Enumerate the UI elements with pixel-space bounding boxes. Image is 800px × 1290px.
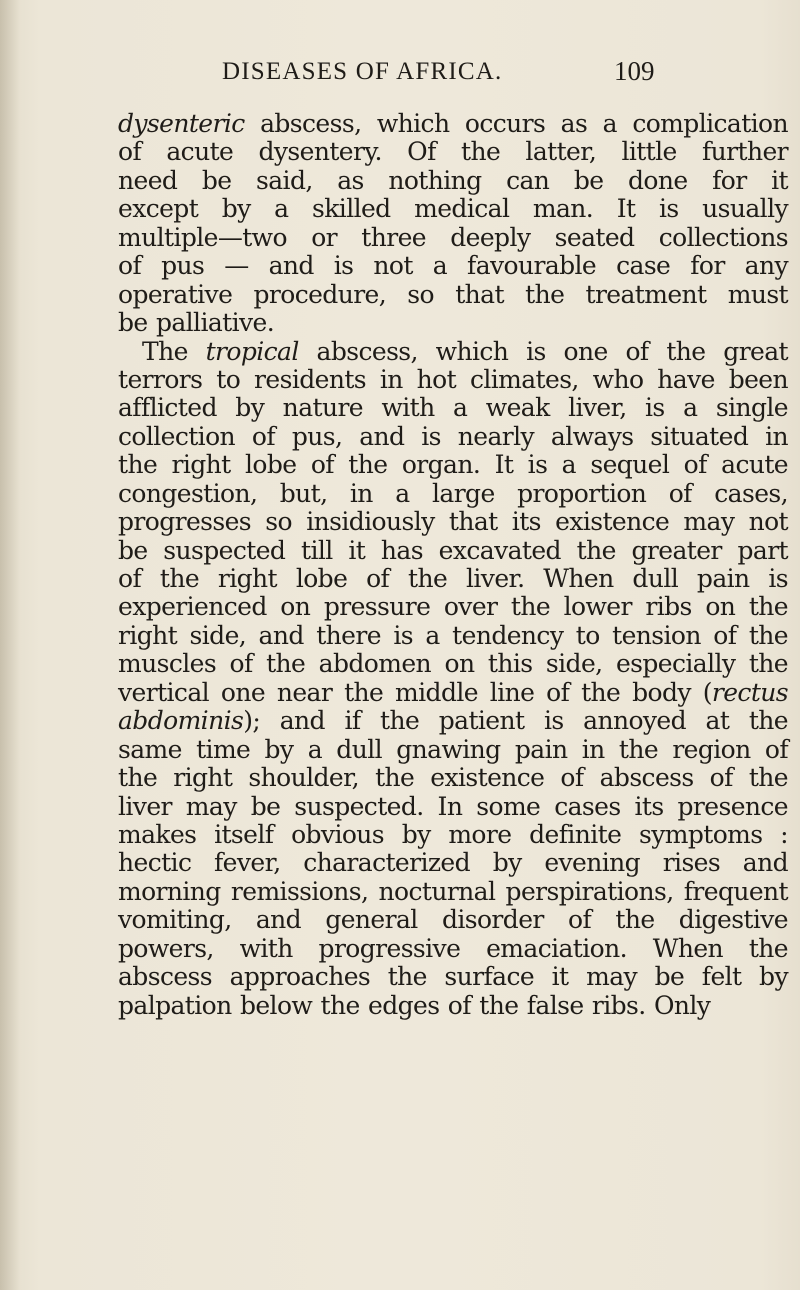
text-run: ); and if the patient is annoyed at the — [243, 706, 788, 736]
paragraph — [118, 338, 788, 1021]
text-line — [118, 480, 788, 508]
text-line — [118, 508, 788, 536]
text-line — [118, 650, 788, 678]
text-run: abscess, which is one of the great — [298, 336, 788, 366]
text-line — [118, 451, 788, 479]
italic-text: rectus — [711, 677, 788, 707]
text-run: muscles of the abdomen on this side, especially the — [118, 649, 788, 679]
paragraph — [118, 110, 788, 338]
running-head: DISEASES OF AFRICA. — [222, 58, 503, 85]
text-line — [118, 793, 788, 821]
text-line — [118, 935, 788, 963]
page-number: 109 — [614, 56, 655, 86]
text-run: hectic fever, characterized by evening rises and — [118, 848, 788, 878]
text-run: abscess approaches the surface it may be felt by — [118, 962, 788, 992]
text-line — [118, 849, 788, 877]
text-run: afflicted by nature with a weak liver, is a single — [118, 393, 788, 423]
text-run: progresses so insidiously that its existence may not — [118, 507, 788, 537]
text-run: vertical one near the middle line of the body ( — [118, 677, 712, 707]
text-line — [118, 309, 788, 337]
text-line — [118, 195, 788, 223]
text-line — [118, 224, 788, 252]
text-line — [118, 167, 788, 195]
text-run: multiple—two or three deeply seated collections — [118, 222, 788, 252]
text-run: experienced on pressure over the lower ribs on the — [118, 592, 788, 622]
text-line — [118, 252, 788, 280]
text-run: liver may be suspected. In some cases its presence — [118, 791, 788, 821]
text-line — [118, 138, 788, 166]
text-line — [118, 394, 788, 422]
text-run: congestion, but, in a large proportion of cases, — [118, 478, 788, 508]
text-line — [118, 764, 788, 792]
text-run: be suspected till it has excavated the greater part — [118, 535, 788, 565]
text-line — [118, 565, 788, 593]
binding-shadow — [0, 0, 20, 1290]
text-line — [118, 963, 788, 991]
text-run: except by a skilled medical man. It is usually — [118, 194, 788, 224]
text-line — [118, 906, 788, 934]
text-line — [118, 622, 788, 650]
text-run: morning remissions, nocturnal perspirations, frequent — [118, 876, 788, 906]
text-run: the right shoulder, the existence of abscess of the — [118, 763, 788, 793]
text-line — [118, 821, 788, 849]
text-line — [118, 366, 788, 394]
text-line — [118, 338, 788, 366]
text-line — [118, 110, 788, 138]
text-run: the right lobe of the organ. It is a sequel of acute — [118, 450, 788, 480]
text-line — [118, 423, 788, 451]
italic-text: abdominis — [118, 706, 244, 736]
text-run: abscess, which occurs as a complication — [244, 109, 788, 138]
text-line — [118, 537, 788, 565]
text-line — [118, 736, 788, 764]
text-run: vomiting, and general disorder of the digestive — [118, 905, 788, 935]
text-run: makes itself obvious by more definite symptoms : — [118, 819, 788, 849]
text-run: be palliative. — [118, 308, 275, 338]
body-text — [118, 110, 788, 1020]
text-line — [118, 679, 788, 707]
text-line — [118, 707, 788, 735]
text-run: operative procedure, so that the treatment must — [118, 279, 788, 309]
text-run: terrors to residents in hot climates, who have been — [118, 364, 788, 394]
text-run: palpation below the edges of the false ribs. Only — [118, 990, 711, 1020]
text-line — [118, 992, 788, 1020]
italic-text: tropical — [205, 336, 299, 366]
text-run: need be said, as nothing can be done for it — [118, 165, 788, 195]
text-run: of the right lobe of the liver. When dull pain is — [118, 564, 788, 593]
text-run: of acute dysentery. Of the latter, little further — [118, 137, 788, 167]
text-line — [118, 593, 788, 621]
text-line — [118, 281, 788, 309]
text-run: The — [142, 336, 206, 366]
text-run: right side, and there is a tendency to tension of the — [118, 620, 788, 650]
italic-text: dysenteric — [118, 109, 245, 138]
text-line — [118, 878, 788, 906]
text-run: collection of pus, and is nearly always situated in — [118, 421, 788, 451]
text-run: same time by a dull gnawing pain in the region of — [118, 734, 788, 764]
text-run: of pus — and is not a favourable case for any — [118, 251, 788, 281]
page-header — [222, 58, 782, 94]
text-run: powers, with progressive emaciation. When the — [118, 933, 788, 963]
